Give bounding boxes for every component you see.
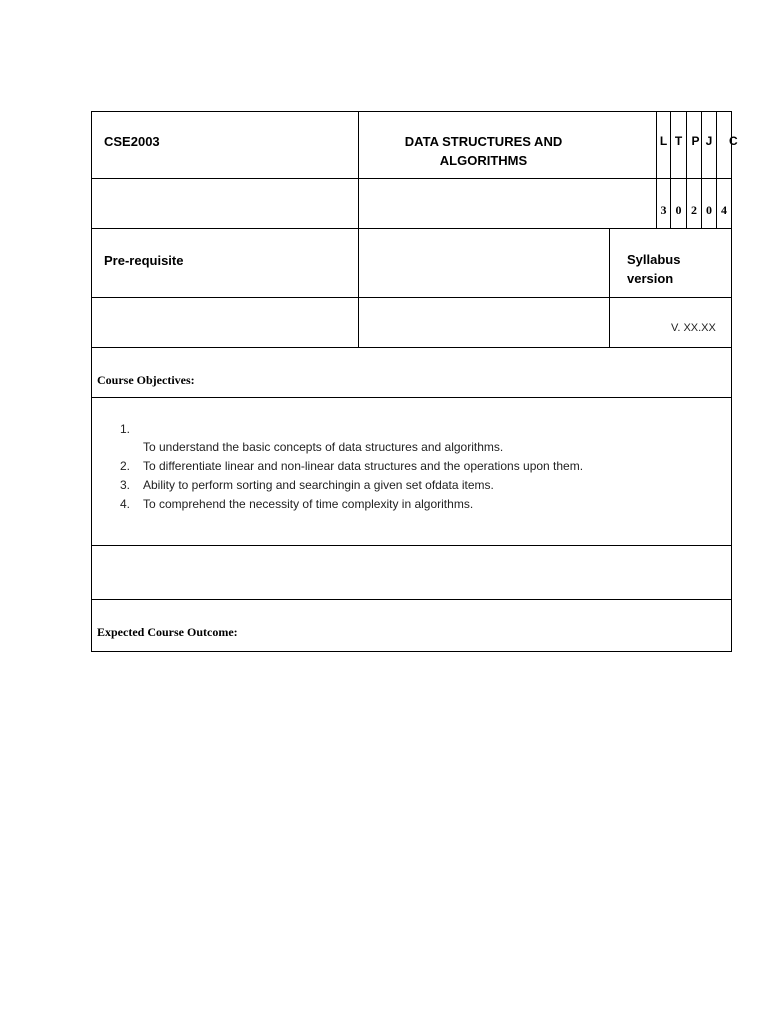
row-divider: [91, 397, 732, 398]
ltpjc-value-t: 0: [675, 203, 682, 217]
row-divider: [91, 599, 732, 600]
col-divider: [609, 228, 610, 348]
ltpjc-value-c: 4: [721, 203, 727, 217]
table-border-right: [731, 111, 732, 652]
ltpjc-header-l: L: [659, 134, 668, 148]
objective-4-text: To comprehend the necessity of time complexity in algorithms.: [143, 497, 474, 511]
objective-3-text: Ability to perform sorting and searchingin a given set ofdata items.: [143, 478, 494, 492]
objective-2-text: To differentiate linear and non-linear data structures and the operations upon them.: [143, 459, 584, 473]
syllabus-version-value: V. XX.XX: [671, 322, 716, 334]
objective-1-text: To understand the basic concepts of data structures and algorithms.: [143, 440, 504, 454]
syllabus-version-label-line2: version: [627, 271, 674, 286]
objective-3-number: 3.: [120, 478, 131, 492]
ltpjc-value-l: 3: [660, 203, 667, 217]
ltpjc-header-j: J: [705, 134, 713, 148]
table-border-bottom: [91, 651, 732, 652]
course-code: CSE2003: [104, 134, 160, 149]
row-divider: [91, 347, 732, 348]
ltpjc-header-c: C: [729, 134, 738, 148]
row-divider: [91, 178, 732, 179]
objective-4-number: 4.: [120, 497, 131, 511]
objective-1-number: 1.: [120, 422, 131, 436]
ltpjc-value-p: 2: [691, 203, 697, 217]
row-divider: [91, 297, 732, 298]
row-divider: [91, 545, 732, 546]
ltpjc-header-p: P: [691, 134, 700, 148]
ltpjc-value-j: 0: [706, 203, 712, 217]
expected-outcome-heading: Expected Course Outcome:: [97, 625, 238, 639]
course-title-line1: DATA STRUCTURES AND: [404, 134, 563, 149]
objective-2-number: 2.: [120, 459, 131, 473]
prerequisite-label: Pre-requisite: [104, 253, 184, 268]
row-divider: [91, 228, 732, 229]
syllabus-version-label-line1: Syllabus: [627, 252, 681, 267]
course-title-line2: ALGORITHMS: [439, 153, 528, 168]
ltpjc-header-t: T: [674, 134, 683, 148]
table-border-top: [91, 111, 732, 112]
table-border-left: [91, 111, 92, 652]
course-objectives-heading: Course Objectives:: [97, 373, 195, 387]
